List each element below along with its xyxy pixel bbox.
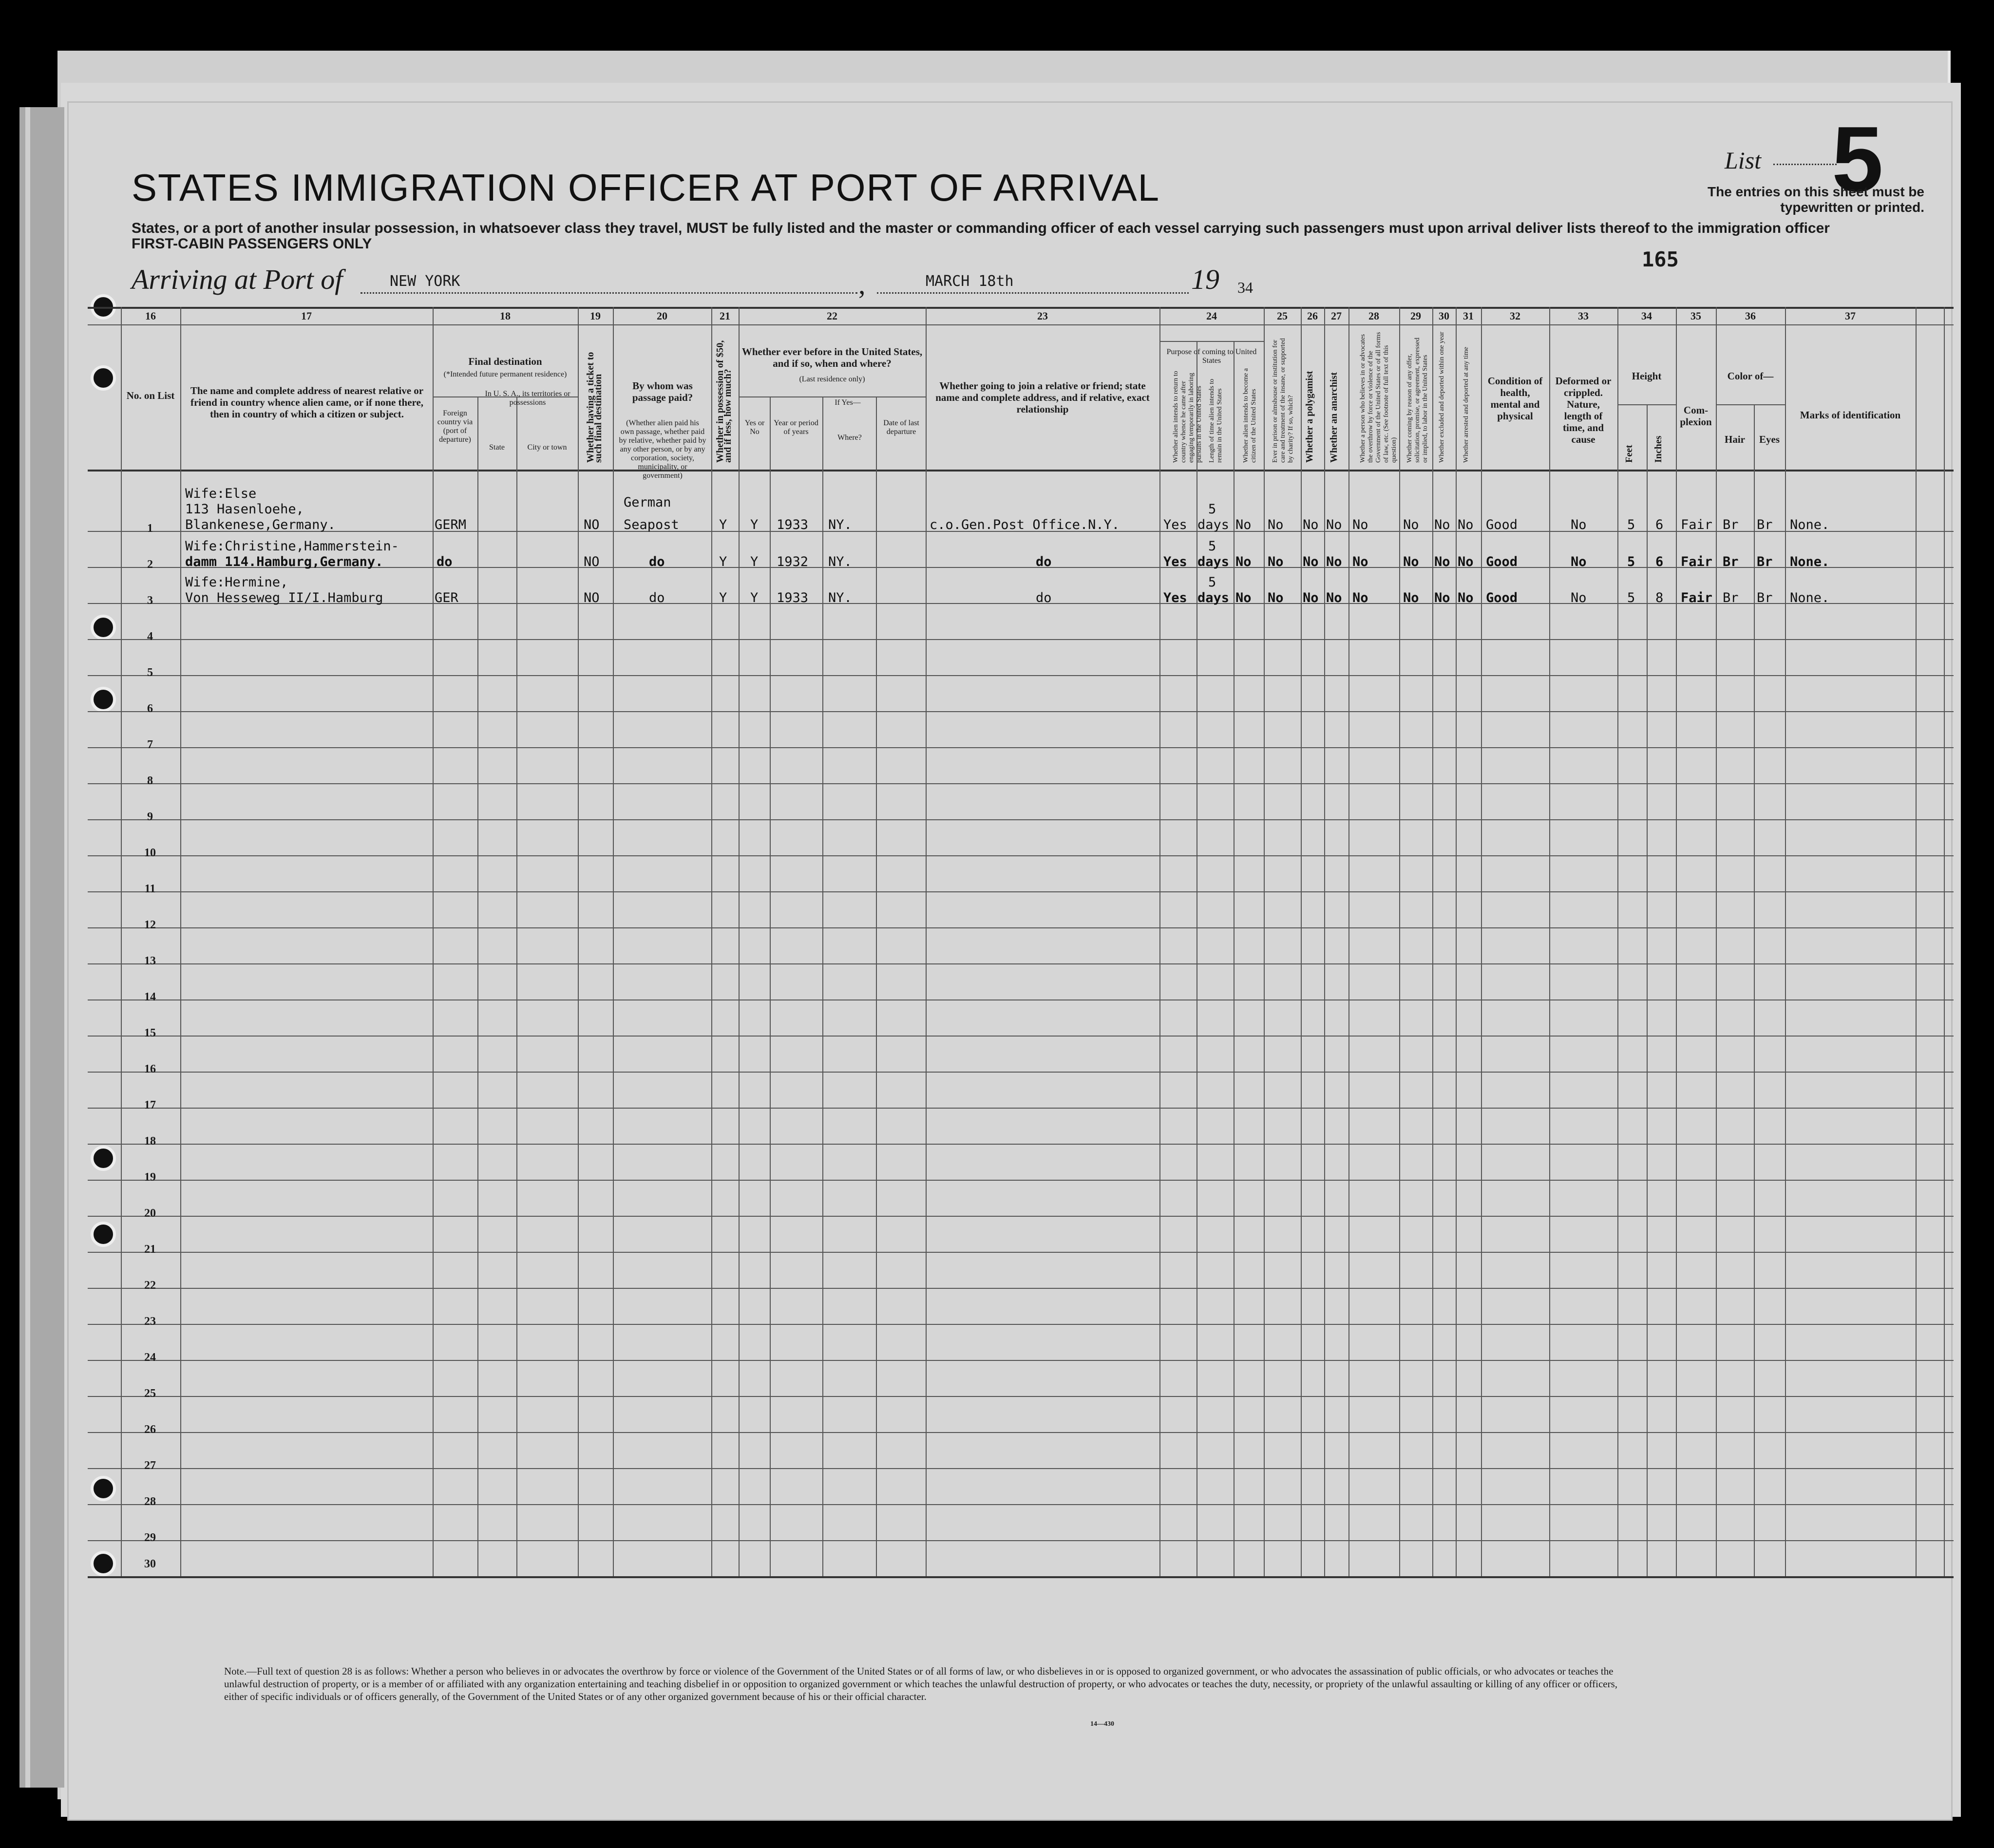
inches: 6	[1655, 554, 1664, 569]
header-inches: Inches	[1653, 435, 1664, 463]
row-number: 11	[144, 883, 156, 895]
form-instructions: States, or a port of another insular possession, in whatsoever class they travel, MUST be fully listed and the master or commanding officer of each vessel carrying such passengers must upon arrival deliver lists thereof to the immigration officer	[132, 220, 1830, 236]
colnum-20: 20	[657, 310, 667, 322]
row-number: 9	[147, 811, 153, 823]
length-stay: days	[1197, 590, 1230, 605]
relative-name: Wife:Christine,Hammerstein-	[185, 539, 399, 554]
ticket: NO	[584, 590, 600, 605]
row-number: 3	[147, 594, 153, 607]
passage-paid: do	[649, 590, 665, 605]
row-number: 25	[144, 1387, 156, 1400]
colnum-35: 35	[1690, 310, 1701, 322]
row-number: 30	[144, 1558, 156, 1570]
deformed: No	[1571, 554, 1587, 569]
relative-name: Wife:Else	[185, 486, 257, 501]
header-prison: Ever in prison or almshouse or institution for care and treatment of the insane, or supported by charity? If so, which?	[1272, 338, 1294, 463]
marks: None.	[1790, 554, 1830, 569]
offer: No	[1403, 517, 1419, 532]
feet: 5	[1627, 554, 1635, 569]
relative-address: 113 Hasenloehe,	[185, 502, 304, 517]
colnum-22: 22	[827, 310, 837, 322]
deformed: No	[1571, 590, 1587, 605]
year: 1933	[777, 590, 809, 605]
header-anarchist: Whether an anarchist	[1329, 372, 1339, 463]
anarchist: No	[1326, 590, 1342, 605]
row-number: 5	[147, 666, 153, 679]
header-state: State	[489, 443, 505, 452]
marks: None.	[1790, 517, 1830, 532]
header-year: Year or period of years	[774, 419, 818, 436]
advocates: No	[1352, 517, 1368, 532]
fifty-dollars: Y	[719, 590, 727, 605]
hair: Br	[1723, 554, 1739, 569]
citizen: No	[1235, 554, 1252, 569]
ticket: NO	[584, 554, 600, 569]
polygamist: No	[1303, 554, 1319, 569]
row-number: 4	[147, 630, 153, 643]
colnum-28: 28	[1368, 310, 1379, 322]
colnum-36: 36	[1745, 310, 1756, 322]
polygamist: No	[1303, 517, 1319, 532]
header-final-destination: Final destination	[468, 356, 542, 367]
colnum-18: 18	[500, 310, 511, 322]
return: Yes	[1163, 554, 1187, 569]
row-number: 26	[144, 1423, 156, 1436]
header-polygamist: Whether a polygamist	[1304, 371, 1315, 463]
header-eyes: Eyes	[1759, 434, 1780, 445]
row-number: 7	[147, 738, 153, 751]
deported: No	[1458, 554, 1474, 569]
feet: 5	[1627, 517, 1635, 532]
header-hair: Hair	[1725, 434, 1745, 445]
port-dotted-line	[361, 292, 857, 294]
year-prefix: 19	[1191, 264, 1219, 295]
row-number: 1	[147, 522, 153, 535]
header-date-departure: Date of last departure	[883, 419, 919, 436]
entries-note: The entries on this sheet must be typewritten or printed.	[1708, 184, 1924, 215]
header-foreign-country: Foreign country via (port of departure)	[437, 409, 473, 444]
passage-paid: German	[624, 495, 671, 510]
complexion: Fair	[1681, 554, 1713, 569]
passage-paid: do	[649, 554, 665, 569]
relative-address: damm 114.Hamburg,Germany.	[185, 554, 383, 569]
joining: c.o.Gen.Post Office.N.Y.	[930, 517, 1120, 532]
hair: Br	[1723, 517, 1739, 532]
row-number: 28	[144, 1495, 156, 1508]
header-deformed: Deformed or crippled. Nature, length of time, and cause	[1555, 375, 1612, 445]
colnum-16: 16	[145, 310, 156, 322]
header-color: Color of—	[1727, 370, 1774, 382]
length-stay: days	[1197, 554, 1230, 569]
header-return: Whether alien intends to return to country whence he came after engaging temporarily in laboring pursuits in the United States	[1172, 371, 1203, 463]
colnum-32: 32	[1510, 310, 1520, 322]
eyes: Br	[1757, 554, 1773, 569]
colnum-24: 24	[1206, 310, 1217, 322]
header-offer: Whether coming by reason of any offer, solicitation, promise, or agreement, expressed or implied, to labor in the United States	[1406, 338, 1429, 463]
polygamist: No	[1303, 590, 1319, 605]
deported: No	[1458, 517, 1474, 532]
colnum-21: 21	[720, 310, 730, 322]
header-purpose: Purpose of coming to United States	[1166, 348, 1257, 365]
date-dotted-line	[877, 292, 1189, 294]
arrival-date: MARCH 18th	[926, 273, 1014, 290]
manifest-table	[88, 307, 1954, 1622]
relative-name: Wife:Hermine,	[185, 575, 288, 590]
binding-edge-highlight	[25, 107, 30, 1788]
eyes: Br	[1757, 590, 1773, 605]
header-join-relative: Whether going to join a relative or friend; state name and complete address, and if relative, exact relationship	[935, 380, 1150, 415]
colnum-37: 37	[1845, 310, 1856, 322]
inches: 8	[1655, 590, 1664, 605]
header-passage-paid: By whom was passage paid?	[632, 380, 693, 403]
anarchist: No	[1326, 554, 1342, 569]
return: Yes	[1163, 590, 1187, 605]
header-marks: Marks of identification	[1800, 409, 1901, 421]
health: Good	[1486, 554, 1518, 569]
row-number: 29	[144, 1531, 156, 1544]
deported: No	[1458, 590, 1474, 605]
list-dotted-line	[1773, 164, 1837, 165]
joining: do	[1036, 590, 1052, 605]
prison: No	[1268, 554, 1284, 569]
colnum-29: 29	[1410, 310, 1421, 322]
header-usa: In U. S. A., its territories or possessions	[485, 390, 570, 407]
length-stay: days	[1197, 517, 1230, 532]
row-number: 18	[144, 1135, 156, 1148]
where: NY.	[828, 590, 852, 605]
fifty-dollars: Y	[719, 554, 727, 569]
header-excluded: Whether excluded and deported within one year	[1438, 331, 1445, 463]
citizen: No	[1235, 590, 1252, 605]
passenger-class: FIRST-CABIN PASSENGERS ONLY	[132, 236, 372, 252]
row-number: 24	[144, 1351, 156, 1364]
header-if-yes: If Yes—	[835, 398, 861, 407]
marks: None.	[1790, 590, 1830, 605]
colnum-31: 31	[1463, 310, 1474, 322]
excluded: No	[1434, 517, 1450, 532]
offer: No	[1403, 554, 1419, 569]
length-stay: 5	[1208, 575, 1216, 590]
row-number: 23	[144, 1315, 156, 1328]
footnote: Note.—Full text of question 28 is as follows: Whether a person who believes in or advocates the overthrow by force or violence of the Government of the United States or of all forms of law, or who disbelieves in or is opposed to organized government, or who advocates the assassination of public officials, or who advocates or teaches the unlawful destruction of property, or is a member of or affiliated with any organization entertaining and teaching disbelief in or opposition to organized government or which teaches the unlawful destruction of property, or who advocates or teaches the duty, necessity, or propriety of the unlawful assaulting or killing of any officer or officers, either of specific individuals or of officers generally, of the Government of the United States or of any other organized government because of his or their official character.	[224, 1665, 1618, 1702]
header-feet: Feet	[1624, 445, 1634, 463]
advocates: No	[1352, 554, 1368, 569]
colnum-25: 25	[1277, 310, 1288, 322]
before-in-us: Y	[750, 590, 759, 605]
header-citizen: Whether alien intends to become a citizen of the United States	[1242, 368, 1257, 463]
colnum-30: 30	[1439, 310, 1449, 322]
row-number: 12	[144, 919, 156, 931]
header-advocates: Whether a person who believes in or advocates the overthrow by force or violence of the Government of the United States or of all forms of law, etc. (See footnote of full text of this question)	[1359, 332, 1398, 463]
row-number: 6	[147, 702, 153, 715]
prison: No	[1268, 517, 1284, 532]
row-number: 2	[147, 558, 153, 571]
health: Good	[1486, 590, 1518, 605]
header-nearest-relative: The name and complete address of nearest relative or friend in country whence alien came, or if none there, then in country of which a citizen or subject.	[190, 385, 424, 420]
complexion: Fair	[1681, 517, 1713, 532]
deformed: No	[1571, 517, 1587, 532]
before-in-us: Y	[750, 554, 759, 569]
passage-paid: Seapost	[624, 517, 679, 532]
inches: 6	[1655, 517, 1664, 532]
colnum-19: 19	[590, 310, 601, 322]
colnum-27: 27	[1331, 310, 1342, 322]
colnum-34: 34	[1641, 310, 1652, 322]
list-number: 5	[1832, 108, 1883, 211]
row-number: 16	[144, 1063, 156, 1075]
header-last-residence: (Last residence only)	[799, 375, 865, 383]
length-stay: 5	[1208, 539, 1216, 554]
year: 1933	[777, 517, 809, 532]
header-length-stay: Length of time alien intends to remain in the United States	[1208, 378, 1223, 463]
year-suffix: 34	[1237, 279, 1253, 296]
header-fifty-dollars: Whether in possession of $50, and if less, how much?	[715, 340, 733, 463]
list-label: List	[1725, 147, 1762, 174]
citizen: No	[1235, 517, 1252, 532]
excluded: No	[1434, 590, 1450, 605]
header-no-on-list: No. on List	[126, 390, 175, 401]
colnum-17: 17	[301, 310, 312, 322]
before-in-us: Y	[750, 517, 759, 532]
colnum-23: 23	[1037, 310, 1048, 322]
page-number: 165	[1642, 247, 1679, 271]
row-number: 8	[147, 774, 153, 787]
header-final-destination-sub: (*Intended future permanent residence)	[443, 370, 567, 378]
colnum-33: 33	[1578, 310, 1589, 322]
feet: 5	[1627, 590, 1635, 605]
header-health: Condition of health, mental and physical	[1487, 375, 1543, 422]
row-number: 20	[144, 1207, 156, 1220]
header-deported: Whether arrested and deported at any time	[1462, 347, 1470, 463]
row-number: 27	[144, 1459, 156, 1472]
complexion: Fair	[1681, 590, 1713, 605]
relative-address: Blankenese,Germany.	[185, 517, 336, 532]
row-number: 22	[144, 1279, 156, 1292]
header-passage-paid-sub: (Whether alien paid his own passage, whether paid by relative, whether paid by any other person, or by any corporation, society, municipality, or government)	[619, 419, 706, 480]
advocates: No	[1352, 590, 1368, 605]
colnum-26: 26	[1307, 310, 1318, 322]
row-number: 19	[144, 1171, 156, 1184]
row-number: 10	[144, 847, 156, 859]
length-stay: 5	[1208, 502, 1216, 517]
header-before-in-us: Whether ever before in the United States, and if so, when and where?	[741, 346, 923, 369]
header-complexion: Com-plexion	[1680, 404, 1712, 428]
health: Good	[1486, 517, 1518, 532]
where: NY.	[828, 554, 852, 569]
eyes: Br	[1757, 517, 1773, 532]
return: Yes	[1163, 517, 1187, 532]
header-ticket: Whether having a ticket to such final destination	[585, 352, 604, 463]
prison: No	[1268, 590, 1284, 605]
header-height: Height	[1632, 370, 1662, 382]
joining: do	[1036, 554, 1052, 569]
row-number: 14	[144, 991, 156, 1003]
foreign-country: GER	[435, 590, 458, 605]
port-value: NEW YORK	[390, 273, 460, 290]
row-number: 13	[144, 955, 156, 967]
foreign-country: GERM	[435, 517, 467, 532]
row-number: 21	[144, 1243, 156, 1256]
year: 1932	[777, 554, 809, 569]
where: NY.	[828, 517, 852, 532]
arriving-label: Arriving at Port of	[132, 264, 343, 295]
foreign-country: do	[437, 554, 453, 569]
header-yes-no: Yes or No	[744, 419, 765, 436]
anarchist: No	[1326, 517, 1342, 532]
excluded: No	[1434, 554, 1450, 569]
ticket: NO	[584, 517, 600, 532]
offer: No	[1403, 590, 1419, 605]
header-city: City or town	[527, 443, 567, 452]
header-where: Where?	[837, 434, 862, 442]
form-code: 14—430	[1090, 1720, 1114, 1728]
form-title: STATES IMMIGRATION OFFICER AT PORT OF ARRIVAL	[132, 166, 1160, 209]
row-number: 15	[144, 1027, 156, 1039]
fifty-dollars: Y	[719, 517, 727, 532]
hair: Br	[1723, 590, 1739, 605]
row-number: 17	[144, 1099, 156, 1112]
comma: ,	[858, 268, 866, 300]
relative-address: Von Hesseweg II/I.Hamburg	[185, 590, 383, 605]
